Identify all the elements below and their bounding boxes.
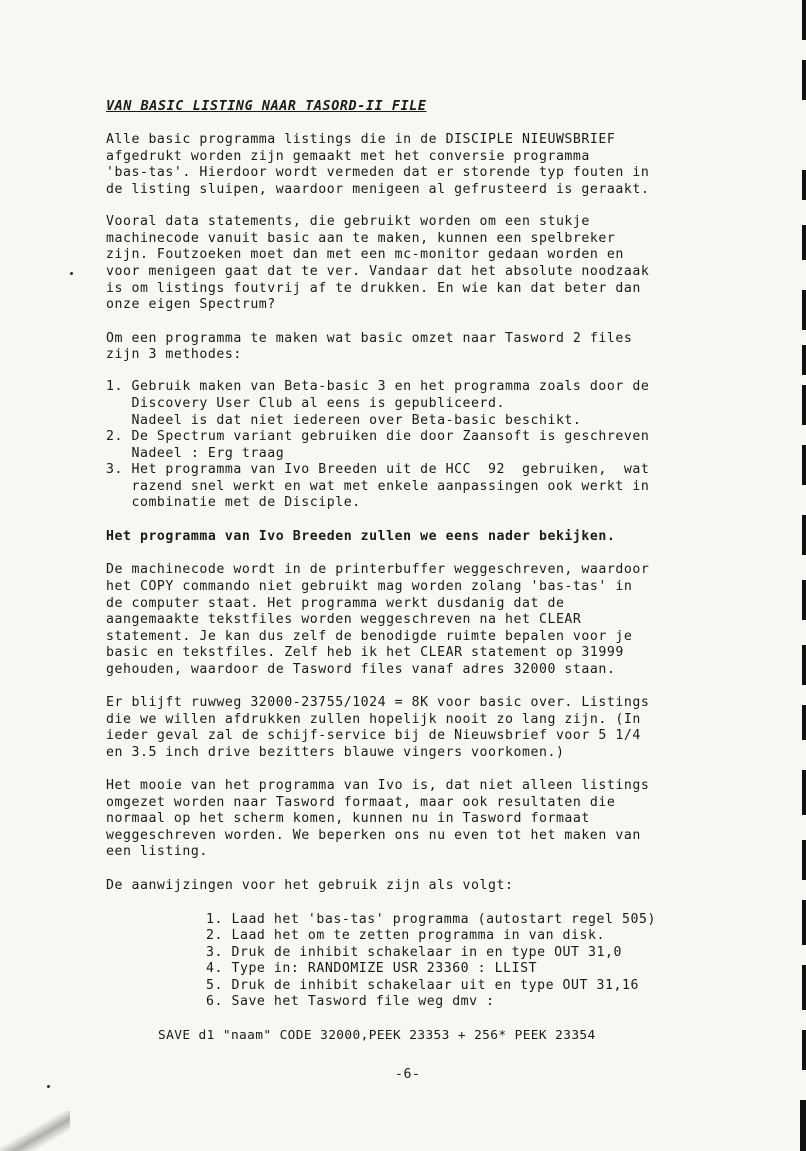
scan-speck bbox=[70, 272, 73, 275]
page-number: -6- bbox=[395, 1067, 421, 1082]
text-line: zijn. Foutzoeken moet dan met een mc-monitor gedaan worden en bbox=[106, 247, 624, 262]
list-item: 3. Het programma van Ivo Breeden uit de HCC 92 gebruiken, wat bbox=[106, 462, 650, 477]
list-item: 2. De Spectrum variant gebruiken die door Zaansoft is geschreven bbox=[106, 429, 650, 444]
text-line: 'bas-tas'. Hierdoor wordt vermeden dat er storende typ fouten in bbox=[106, 165, 650, 180]
scan-edge-mark bbox=[802, 840, 806, 880]
scan-edge-mark bbox=[800, 1100, 806, 1151]
text-line: weggeschreven worden. We beperken ons nu even tot het maken van bbox=[106, 828, 641, 843]
list-item: combinatie met de Disciple. bbox=[106, 495, 361, 510]
text-line: die we willen afdrukken zullen hopelijk nooit zo lang zijn. (In bbox=[106, 712, 641, 727]
text-line: de listing sluipen, waardoor menigeen al gefrusteerd is geraakt. bbox=[106, 182, 650, 197]
text-line: Vooral data statements, die gebruikt worden om een stukje bbox=[106, 214, 590, 229]
scan-edge-mark bbox=[802, 515, 806, 555]
text-line: zijn 3 methodes: bbox=[106, 347, 242, 362]
list-item: Nadeel is dat niet iedereen over Beta-basic beschikt. bbox=[106, 413, 582, 428]
text-line: Er blijft ruwweg 32000-23755/1024 = 8K voor basic over. Listings bbox=[106, 695, 650, 710]
text-line: afgedrukt worden zijn gemaakt met het conversie programma bbox=[106, 149, 590, 164]
text-line: de computer staat. Het programma werkt dusdanig dat de bbox=[106, 596, 565, 611]
instruction-item: 4. Type in: RANDOMIZE USR 23360 : LLIST bbox=[206, 961, 538, 976]
scan-edge-mark bbox=[802, 170, 806, 200]
text-line: machinecode vanuit basic aan te maken, kunnen een spelbreker bbox=[106, 231, 616, 246]
text-line: gehouden, waardoor de Tasword files vanaf adres 32000 staan. bbox=[106, 662, 616, 677]
scan-edge-mark bbox=[802, 225, 806, 260]
text-line: omgezet worden naar Tasword formaat, maar ook resultaten die bbox=[106, 795, 616, 810]
scan-edge-mark bbox=[802, 385, 806, 425]
instruction-item: 3. Druk de inhibit schakelaar in en type OUT 31,0 bbox=[206, 945, 622, 960]
instruction-item: 2. Laad het om te zetten programma in van disk. bbox=[206, 928, 606, 943]
scan-edge-mark bbox=[802, 1030, 806, 1070]
scan-edge-mark bbox=[802, 445, 806, 485]
text-line: aangemaakte tekstfiles worden weggeschreven na het CLEAR bbox=[106, 612, 582, 627]
text-line: Om een programma te maken wat basic omzet naar Tasword 2 files bbox=[106, 331, 633, 346]
text-line: voor menigeen gaat dat te ver. Vandaar dat het absolute noodzaak bbox=[106, 264, 650, 279]
text-line: Het mooie van het programma van Ivo is, dat niet alleen listings bbox=[106, 778, 650, 793]
scan-edge-mark bbox=[802, 580, 806, 620]
scan-edge-mark bbox=[802, 705, 806, 740]
scan-corner-smudge bbox=[0, 1111, 70, 1151]
instruction-item: 5. Druk de inhibit schakelaar uit en type OUT 31,16 bbox=[206, 978, 639, 993]
scan-edge-mark bbox=[802, 900, 806, 945]
text-line: onze eigen Spectrum? bbox=[106, 297, 276, 312]
save-command: SAVE d1 "naam" CODE 32000,PEEK 23353 + 256* PEEK 23354 bbox=[158, 1028, 596, 1043]
list-item: Discovery User Club al eens is gepubliceerd. bbox=[106, 396, 506, 411]
scan-edge-mark bbox=[802, 345, 806, 375]
text-line: ieder geval zal de schijf-service bij de Nieuwsbrief voor 5 1/4 bbox=[106, 728, 641, 743]
scan-edge-mark bbox=[802, 0, 806, 40]
instruction-item: 1. Laad het 'bas-tas' programma (autostart regel 505) bbox=[206, 912, 656, 927]
scan-speck bbox=[47, 1085, 50, 1088]
text-line: De aanwijzingen voor het gebruik zijn als volgt: bbox=[106, 878, 514, 893]
text-line: en 3.5 inch drive bezitters blauwe vingers voorkomen.) bbox=[106, 745, 565, 760]
scan-edge-mark bbox=[802, 965, 806, 1010]
scan-edge-mark bbox=[802, 290, 806, 330]
text-line: normaal op het scherm komen, kunnen nu in Tasword formaat bbox=[106, 811, 590, 826]
text-line: statement. Je kan dus zelf de benodigde ruimte bepalen voor je bbox=[106, 629, 633, 644]
scan-edge-mark bbox=[802, 770, 806, 815]
scan-edge-mark bbox=[802, 645, 806, 685]
list-item: razend snel werkt en wat met enkele aanpassingen ook werkt in bbox=[106, 479, 650, 494]
text-line: is om listings foutvrij af te drukken. En wie kan dat beter dan bbox=[106, 281, 641, 296]
list-item: Nadeel : Erg traag bbox=[106, 446, 285, 461]
text-line: De machinecode wordt in de printerbuffer weggeschreven, waardoor bbox=[106, 562, 650, 577]
text-line: Alle basic programma listings die in de DISCIPLE NIEUWSBRIEF bbox=[106, 132, 616, 147]
text-line: basic en tekstfiles. Zelf heb ik het CLEAR statement op 31999 bbox=[106, 645, 624, 660]
text-line: een listing. bbox=[106, 844, 208, 859]
scan-edge-mark bbox=[802, 60, 806, 100]
list-item: 1. Gebruik maken van Beta-basic 3 en het programma zoals door de bbox=[106, 379, 650, 394]
instruction-item: 6. Save het Tasword file weg dmv : bbox=[206, 994, 495, 1009]
document-title: VAN BASIC LISTING NAAR TASORD-II FILE bbox=[106, 99, 427, 114]
text-line: Het programma van Ivo Breeden zullen we eens nader bekijken. bbox=[106, 529, 616, 544]
text-line: het COPY commando niet gebruikt mag worden zolang 'bas-tas' in bbox=[106, 579, 633, 594]
